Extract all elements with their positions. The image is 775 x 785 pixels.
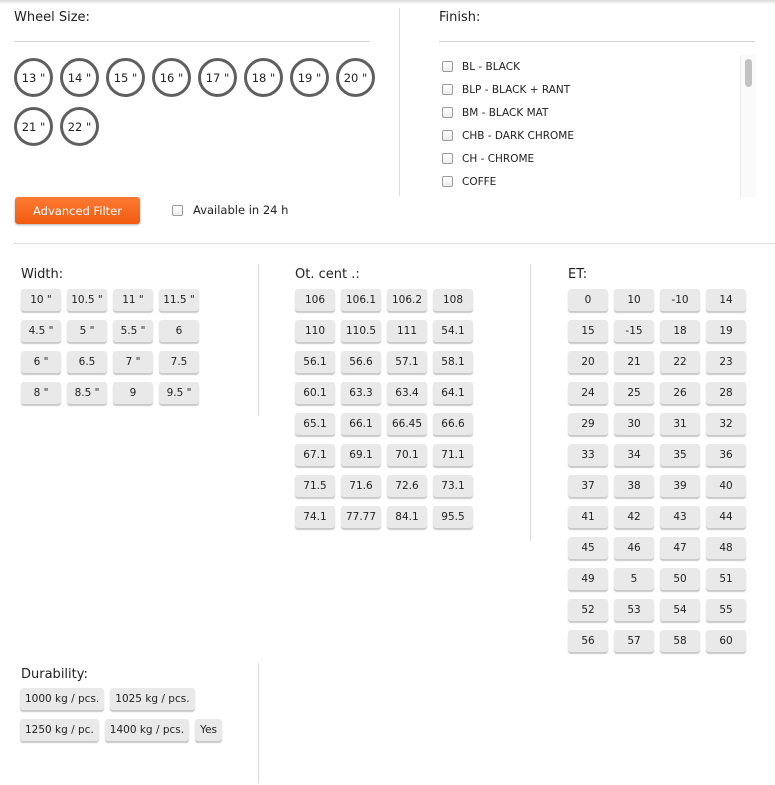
width-option[interactable]: 5 " [67, 320, 107, 342]
durability-option[interactable]: Yes [195, 719, 222, 741]
center-bore-option[interactable]: 66.45 [387, 413, 427, 435]
et-option[interactable]: 48 [706, 537, 746, 559]
center-bore-option[interactable]: 111 [387, 320, 427, 342]
finish-divider [439, 41, 755, 42]
width-option[interactable]: 10 " [21, 289, 61, 311]
center-bore-option[interactable]: 63.3 [341, 382, 381, 404]
finish-option-label: BM - BLACK MAT [462, 106, 549, 119]
center-bore-option[interactable]: 110 [295, 320, 335, 342]
finish-checkbox[interactable] [442, 84, 453, 95]
center-bore-options [295, 289, 473, 528]
center-bore-option[interactable]: 64.1 [433, 382, 473, 404]
center-bore-option[interactable]: 106 [295, 289, 335, 311]
et-option[interactable]: 35 [660, 444, 700, 466]
center-bore-option[interactable]: 73.1 [433, 475, 473, 497]
width-option[interactable]: 6 [159, 320, 199, 342]
available-24h-checkbox[interactable] [170, 203, 288, 217]
durability-option[interactable]: 1025 kg / pcs. [110, 688, 194, 710]
center-bore-option[interactable]: 56.6 [341, 351, 381, 373]
wheel-size-option[interactable]: 20 " [336, 58, 375, 97]
center-bore-option[interactable]: 66.6 [433, 413, 473, 435]
width-column-divider [258, 264, 259, 416]
wheel-size-option[interactable]: 14 " [60, 58, 99, 97]
finish-option-label: CHB - DARK CHROME [462, 129, 574, 142]
wheel-size-option[interactable]: 17 " [198, 58, 237, 97]
et-option[interactable]: 21 [614, 351, 654, 373]
et-option[interactable]: 39 [660, 475, 700, 497]
wheel-size-title: Wheel Size: [14, 10, 90, 25]
width-option[interactable]: 9.5 " [159, 382, 199, 404]
et-option[interactable]: 34 [614, 444, 654, 466]
center-bore-option[interactable]: 108 [433, 289, 473, 311]
center-bore-option[interactable]: 70.1 [387, 444, 427, 466]
et-option[interactable]: 49 [568, 568, 608, 590]
wheel-size-option[interactable]: 21 " [14, 107, 53, 146]
et-option[interactable]: 24 [568, 382, 608, 404]
et-option[interactable]: 10 [614, 289, 654, 311]
wheel-size-option[interactable]: 15 " [106, 58, 145, 97]
et-option[interactable]: 30 [614, 413, 654, 435]
center-bore-column-divider [530, 264, 531, 541]
center-bore-option[interactable]: 63.4 [387, 382, 427, 404]
et-option[interactable]: 45 [568, 537, 608, 559]
et-option[interactable]: 60 [706, 630, 746, 652]
et-option[interactable]: 22 [660, 351, 700, 373]
width-option[interactable]: 6.5 [67, 351, 107, 373]
width-option[interactable]: 7 " [113, 351, 153, 373]
et-option[interactable]: 37 [568, 475, 608, 497]
center-bore-option[interactable]: 84.1 [387, 506, 427, 528]
center-bore-option[interactable]: 71.5 [295, 475, 335, 497]
center-bore-option[interactable]: 74.1 [295, 506, 335, 528]
et-option[interactable]: -10 [660, 289, 700, 311]
et-option[interactable]: 44 [706, 506, 746, 528]
et-option[interactable]: 42 [614, 506, 654, 528]
finish-title: Finish: [439, 10, 481, 25]
width-option[interactable]: 8 " [21, 382, 61, 404]
durability-option[interactable]: 1000 kg / pcs. [20, 688, 104, 710]
advanced-filter-button[interactable]: Advanced Filter [15, 197, 140, 224]
center-bore-option[interactable]: 67.1 [295, 444, 335, 466]
center-bore-option[interactable]: 69.1 [341, 444, 381, 466]
width-option[interactable]: 9 [113, 382, 153, 404]
et-option[interactable]: 18 [660, 320, 700, 342]
et-option[interactable]: 38 [614, 475, 654, 497]
center-bore-option[interactable]: 56.1 [295, 351, 335, 373]
finish-option[interactable] [440, 147, 756, 170]
width-option[interactable]: 5.5 " [113, 320, 153, 342]
et-option[interactable]: 20 [568, 351, 608, 373]
finish-scrollbar[interactable] [740, 55, 756, 197]
center-bore-title: Ot. cent .: [295, 267, 360, 282]
wheel-size-option[interactable]: 18 " [244, 58, 283, 97]
et-option[interactable]: 26 [660, 382, 700, 404]
center-bore-option[interactable]: 110.5 [341, 320, 381, 342]
available-24h-label: Available in 24 h [193, 203, 289, 217]
wheel-size-divider [14, 41, 370, 42]
et-options [568, 289, 746, 652]
center-bore-option[interactable]: 66.1 [341, 413, 381, 435]
et-option[interactable]: 51 [706, 568, 746, 590]
center-bore-option[interactable]: 72.6 [387, 475, 427, 497]
wheel-size-option[interactable]: 13 " [14, 58, 53, 97]
width-option[interactable]: 11.5 " [159, 289, 199, 311]
center-bore-option[interactable]: 60.1 [295, 382, 335, 404]
et-option[interactable]: 33 [568, 444, 608, 466]
durability-options [20, 688, 250, 741]
et-option[interactable]: 58 [660, 630, 700, 652]
center-bore-option[interactable]: 95.5 [433, 506, 473, 528]
et-option[interactable]: 31 [660, 413, 700, 435]
center-bore-option[interactable]: 58.1 [433, 351, 473, 373]
et-option[interactable]: 41 [568, 506, 608, 528]
center-bore-option[interactable]: 71.6 [341, 475, 381, 497]
section-divider [14, 243, 775, 244]
et-option[interactable]: -15 [614, 320, 654, 342]
wheel-size-option[interactable]: 19 " [290, 58, 329, 97]
finish-list [440, 55, 756, 197]
center-bore-option[interactable]: 77.77 [341, 506, 381, 528]
center-bore-option[interactable]: 106.2 [387, 289, 427, 311]
finish-checkbox[interactable] [442, 130, 453, 141]
durability-title: Durability: [21, 667, 88, 682]
et-option[interactable]: 5 [614, 568, 654, 590]
finish-option[interactable] [440, 170, 756, 193]
width-title: Width: [21, 267, 64, 282]
finish-option[interactable] [440, 101, 756, 124]
width-option[interactable]: 10.5 " [67, 289, 107, 311]
finish-scroll-thumb[interactable] [745, 59, 752, 87]
et-option[interactable]: 57 [614, 630, 654, 652]
width-option[interactable]: 6 " [21, 351, 61, 373]
finish-option[interactable] [440, 55, 756, 78]
finish-checkbox[interactable] [442, 107, 453, 118]
finish-checkbox[interactable] [442, 153, 453, 164]
et-option[interactable]: 50 [660, 568, 700, 590]
et-option[interactable]: 15 [568, 320, 608, 342]
durability-option[interactable]: 1250 kg / pc. [20, 719, 99, 741]
et-option[interactable]: 54 [660, 599, 700, 621]
width-option[interactable]: 4.5 " [21, 320, 61, 342]
et-option[interactable]: 56 [568, 630, 608, 652]
center-bore-option[interactable]: 106.1 [341, 289, 381, 311]
et-option[interactable]: 47 [660, 537, 700, 559]
et-option[interactable]: 46 [614, 537, 654, 559]
width-option[interactable]: 7.5 [159, 351, 199, 373]
available-24h-checkbox-box[interactable] [172, 205, 183, 216]
center-bore-option[interactable]: 71.1 [433, 444, 473, 466]
durability-column-divider [258, 663, 259, 783]
et-option[interactable]: 28 [706, 382, 746, 404]
finish-option-label: BLP - BLACK + RANT [462, 83, 571, 96]
et-option[interactable]: 14 [706, 289, 746, 311]
wheel-size-option[interactable]: 22 " [60, 107, 99, 146]
et-option[interactable]: 19 [706, 320, 746, 342]
finish-option[interactable] [440, 124, 756, 147]
finish-option-label: BL - BLACK [462, 60, 521, 73]
et-option[interactable]: 0 [568, 289, 608, 311]
et-option[interactable]: 23 [706, 351, 746, 373]
et-option[interactable]: 25 [614, 382, 654, 404]
top-column-divider [399, 8, 400, 196]
et-option[interactable]: 53 [614, 599, 654, 621]
top-shadow [0, 0, 775, 4]
finish-option-label: CH - CHROME [462, 152, 535, 165]
width-option[interactable]: 11 " [113, 289, 153, 311]
et-option[interactable]: 32 [706, 413, 746, 435]
finish-checkbox[interactable] [442, 61, 453, 72]
durability-option[interactable]: 1400 kg / pcs. [105, 719, 189, 741]
wheel-size-option[interactable]: 16 " [152, 58, 191, 97]
wheel-size-options [14, 58, 384, 146]
et-title: ET: [568, 267, 588, 282]
center-bore-option[interactable]: 57.1 [387, 351, 427, 373]
et-option[interactable]: 36 [706, 444, 746, 466]
et-option[interactable]: 40 [706, 475, 746, 497]
width-option[interactable]: 8.5 " [67, 382, 107, 404]
et-option[interactable]: 29 [568, 413, 608, 435]
center-bore-option[interactable]: 54.1 [433, 320, 473, 342]
et-option[interactable]: 52 [568, 599, 608, 621]
finish-option-label: COFFE [462, 175, 497, 188]
finish-checkbox[interactable] [442, 176, 453, 187]
et-option[interactable]: 43 [660, 506, 700, 528]
width-options [21, 289, 199, 404]
center-bore-option[interactable]: 65.1 [295, 413, 335, 435]
et-option[interactable]: 55 [706, 599, 746, 621]
finish-option[interactable] [440, 78, 756, 101]
